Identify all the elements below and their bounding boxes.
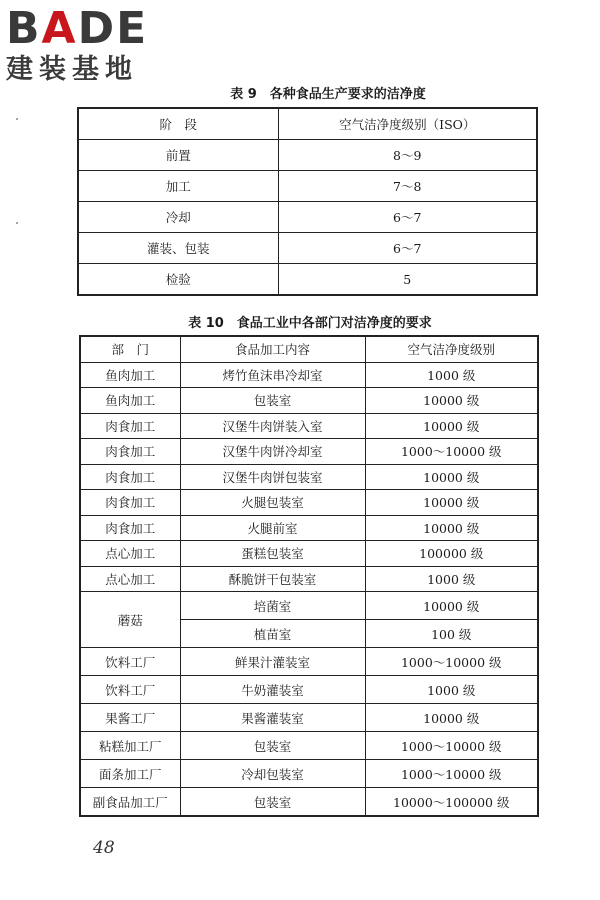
table-row bbox=[78, 233, 537, 264]
table10-class: 1000～10000 级 bbox=[365, 760, 538, 788]
table10-class: 100000 级 bbox=[365, 541, 538, 567]
table10-content: 鲜果汁灌装室 bbox=[180, 648, 365, 676]
table10-class: 100 级 bbox=[365, 620, 538, 648]
table-row bbox=[80, 490, 538, 516]
logo bbox=[6, 3, 181, 86]
table9-header-row bbox=[78, 108, 537, 140]
table10-department: 粘糕加工厂 bbox=[80, 732, 180, 760]
table10-department: 肉食加工 bbox=[80, 464, 180, 490]
table10-department: 点心加工 bbox=[80, 541, 180, 567]
logo-brand: BADE bbox=[6, 3, 149, 54]
table10-content: 烤竹鱼沫串冷却室 bbox=[180, 362, 365, 388]
table10-class: 1000～10000 级 bbox=[365, 648, 538, 676]
table-row bbox=[80, 362, 538, 388]
scan-speck bbox=[16, 222, 18, 224]
table10 bbox=[79, 335, 539, 817]
table10-department: 鱼肉加工 bbox=[80, 388, 180, 414]
table-row bbox=[80, 760, 538, 788]
table10-content: 冷却包装室 bbox=[180, 760, 365, 788]
table-row bbox=[78, 202, 537, 233]
table9-stage: 灌装、包装 bbox=[78, 233, 278, 264]
table-row bbox=[80, 648, 538, 676]
table10-class: 10000 级 bbox=[365, 704, 538, 732]
table10-class: 1000 级 bbox=[365, 676, 538, 704]
table10-department: 蘑菇 bbox=[80, 592, 180, 648]
table9-class: 7～8 bbox=[278, 171, 537, 202]
logo-subtitle: 建装基地 bbox=[6, 54, 138, 85]
table10-class: 1000～10000 级 bbox=[365, 732, 538, 760]
table10-department: 副食品加工厂 bbox=[80, 788, 180, 817]
table-row bbox=[80, 788, 538, 817]
table10-department: 点心加工 bbox=[80, 566, 180, 592]
table-row bbox=[80, 439, 538, 465]
table10-content: 植苗室 bbox=[180, 620, 365, 648]
table10-class: 10000 级 bbox=[365, 464, 538, 490]
table10-class: 1000～10000 级 bbox=[365, 439, 538, 465]
table-row bbox=[80, 704, 538, 732]
table-row bbox=[78, 140, 537, 171]
table-row bbox=[80, 732, 538, 760]
table-row bbox=[80, 566, 538, 592]
page-number: 48 bbox=[93, 838, 115, 858]
table10-department: 面条加工厂 bbox=[80, 760, 180, 788]
table10-department: 果酱工厂 bbox=[80, 704, 180, 732]
table10-department: 肉食加工 bbox=[80, 439, 180, 465]
table10-content: 火腿包装室 bbox=[180, 490, 365, 516]
table10-class: 10000 级 bbox=[365, 413, 538, 439]
table10-content: 汉堡牛肉饼冷却室 bbox=[180, 439, 365, 465]
table10-content: 火腿前室 bbox=[180, 515, 365, 541]
table-row bbox=[80, 676, 538, 704]
table10-header-content: 食品加工内容 bbox=[180, 336, 365, 362]
table9-stage: 加工 bbox=[78, 171, 278, 202]
table9-caption: 表 9 各种食品生产要求的洁净度 bbox=[230, 87, 426, 102]
table10-header-department: 部 门 bbox=[80, 336, 180, 362]
table10-department: 鱼肉加工 bbox=[80, 362, 180, 388]
table-row bbox=[80, 388, 538, 414]
table10-class: 1000 级 bbox=[365, 362, 538, 388]
table9-class: 6～7 bbox=[278, 233, 537, 264]
table9-class: 5 bbox=[278, 264, 537, 296]
table10-class: 1000 级 bbox=[365, 566, 538, 592]
table10-class: 10000 级 bbox=[365, 592, 538, 620]
table10-department: 饮料工厂 bbox=[80, 648, 180, 676]
table10-caption: 表 10 食品工业中各部门对洁净度的要求 bbox=[188, 316, 432, 331]
table10-content: 酥脆饼干包装室 bbox=[180, 566, 365, 592]
table-row bbox=[78, 171, 537, 202]
table-row bbox=[80, 515, 538, 541]
table-row bbox=[80, 413, 538, 439]
table10-content: 培菌室 bbox=[180, 592, 365, 620]
table10-content: 包装室 bbox=[180, 732, 365, 760]
table9-stage: 冷却 bbox=[78, 202, 278, 233]
table10-department: 肉食加工 bbox=[80, 490, 180, 516]
table-row bbox=[80, 592, 538, 620]
table9-stage: 前置 bbox=[78, 140, 278, 171]
table9-header-stage: 阶 段 bbox=[78, 108, 278, 140]
table10-content: 汉堡牛肉饼包装室 bbox=[180, 464, 365, 490]
table10-department: 饮料工厂 bbox=[80, 676, 180, 704]
table10-class: 10000 级 bbox=[365, 515, 538, 541]
table10-class: 10000～100000 级 bbox=[365, 788, 538, 817]
table10-content: 蛋糕包装室 bbox=[180, 541, 365, 567]
table10-department: 肉食加工 bbox=[80, 413, 180, 439]
table9 bbox=[77, 107, 538, 296]
table10-class: 10000 级 bbox=[365, 388, 538, 414]
table10-content: 牛奶灌装室 bbox=[180, 676, 365, 704]
scan-speck bbox=[16, 118, 18, 120]
table10-content: 汉堡牛肉饼装入室 bbox=[180, 413, 365, 439]
table10-content: 包装室 bbox=[180, 788, 365, 817]
table-row bbox=[80, 541, 538, 567]
table10-header-class: 空气洁净度级别 bbox=[365, 336, 538, 362]
table10-content: 包装室 bbox=[180, 388, 365, 414]
table10-content: 果酱灌装室 bbox=[180, 704, 365, 732]
table-row bbox=[80, 464, 538, 490]
table9-class: 8～9 bbox=[278, 140, 537, 171]
table9-stage: 检验 bbox=[78, 264, 278, 296]
table-row bbox=[78, 264, 537, 296]
table10-header-row bbox=[80, 336, 538, 362]
table10-department: 肉食加工 bbox=[80, 515, 180, 541]
table10-class: 10000 级 bbox=[365, 490, 538, 516]
table9-class: 6～7 bbox=[278, 202, 537, 233]
table9-header-class: 空气洁净度级别（ISO） bbox=[278, 108, 537, 140]
